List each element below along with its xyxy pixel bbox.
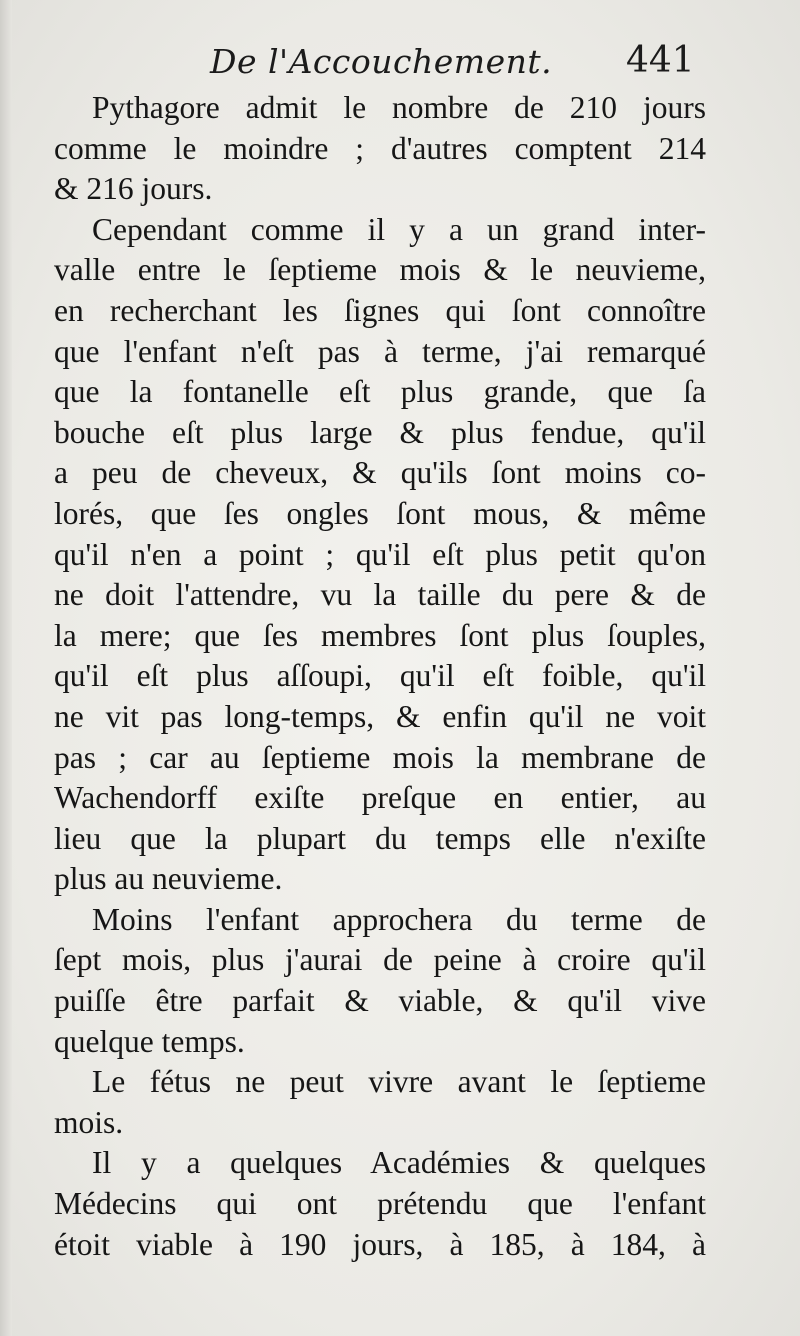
text-line: ne doit l'attendre, vu la taille du pere & de xyxy=(54,577,706,613)
text-line: étoit viable à 190 jours, à 185, à 184, à xyxy=(54,1226,706,1262)
text-line: Wachendorff exiſte preſque en entier, au xyxy=(54,780,706,816)
text-line: pas ; car au ſeptieme mois la membrane de xyxy=(54,739,706,775)
text-line: Cependant comme il y a un grand inter- xyxy=(92,211,706,247)
text-line: Il y a quelques Académies & quelques xyxy=(92,1145,706,1181)
text-line: & 216 jours. xyxy=(54,171,213,207)
text-line: bouche eſt plus large & plus fendue, qu'il xyxy=(54,414,706,450)
text-line: lorés, que ſes ongles ſont mous, & même xyxy=(54,495,706,531)
text-line: plus au neuvieme. xyxy=(54,861,283,897)
text-line: mois. xyxy=(54,1104,124,1140)
text-line: a peu de cheveux, & qu'ils ſont moins co- xyxy=(54,455,706,491)
text-line: ne vit pas long-temps, & enfin qu'il ne voit xyxy=(54,698,706,734)
text-line: Pythagore admit le nombre de 210 jours xyxy=(92,90,706,125)
text-line: valle entre le ſeptieme mois & le neuvieme, xyxy=(54,252,706,288)
text-line: Médecins qui ont prétendu que l'enfant xyxy=(54,1186,706,1222)
running-title: De l'Accouchement. xyxy=(210,42,553,81)
page-number: 441 xyxy=(626,40,695,81)
text-line: ſept mois, plus j'aurai de peine à croire qu'il xyxy=(54,942,706,978)
text-line: que l'enfant n'eſt pas à terme, j'ai remarqué xyxy=(54,333,706,369)
page-edge-shadow xyxy=(0,0,12,1336)
text-line: qu'il eſt plus aſſoupi, qu'il eſt foible, qu'il xyxy=(54,658,706,694)
text-line: lieu que la plupart du temps elle n'exiſte xyxy=(54,820,706,856)
text-line: qu'il n'en a point ; qu'il eſt plus petit qu'on xyxy=(54,536,706,572)
text-line: Moins l'enfant approchera du terme de xyxy=(92,901,706,937)
text-line: quelque temps. xyxy=(54,1023,245,1059)
page-header xyxy=(0,36,800,96)
text-line: en recherchant les ſignes qui ſont connoître xyxy=(54,292,706,328)
text-line: la mere; que ſes membres ſont plus ſouples, xyxy=(54,617,706,653)
text-line: Le fétus ne peut vivre avant le ſeptieme xyxy=(92,1064,706,1100)
text-line: comme le moindre ; d'autres comptent 214 xyxy=(54,130,706,166)
text-line: que la fontanelle eſt plus grande, que ſa xyxy=(54,374,706,410)
body-text xyxy=(54,88,706,1265)
text-line: puiſſe être parfait & viable, & qu'il vive xyxy=(54,983,706,1019)
